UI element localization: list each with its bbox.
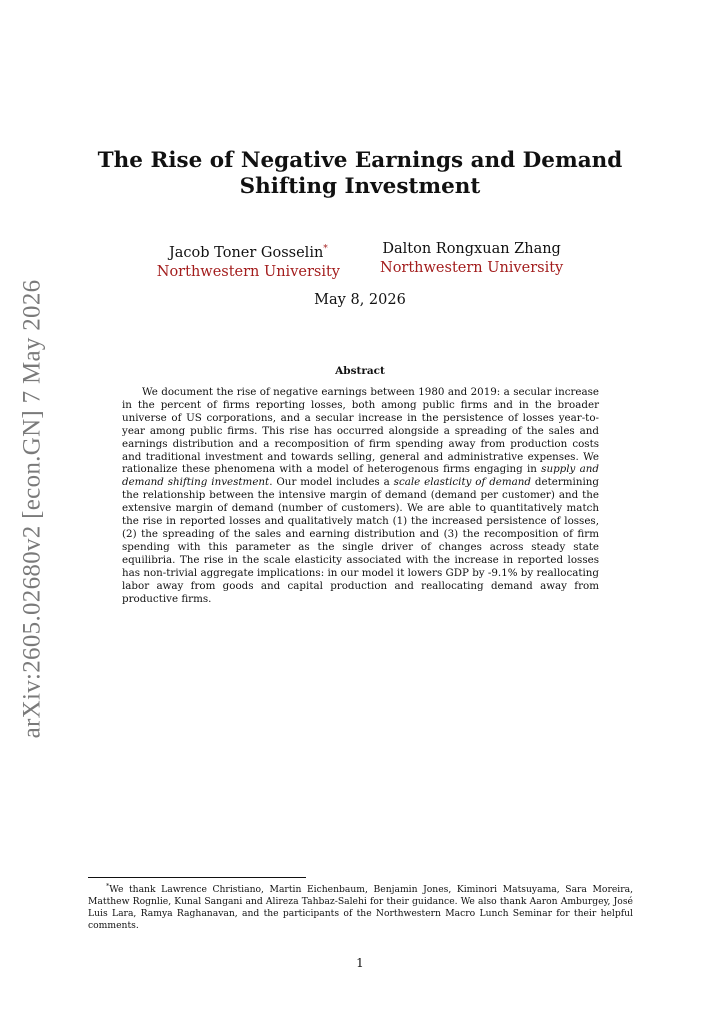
footnote-text: We thank Lawrence Christiano, Martin Eichenbaum, Benjamin Jones, Kiminori Matsuyama, Sara Moreira, Matthew Rognlie, Kunal Sangani and Alireza Tahbaz-Salehi for their guidance. We also thank Aaron Amburgey, José Luis Lara, Ramya Raghanavan, and the participants of the Northwestern Macro Lunch Seminar for their helpful comments.	[88, 884, 633, 931]
author-block	[120, 240, 600, 282]
abstract-emphasis-2: scale elasticity of demand	[393, 476, 532, 489]
author-2-name: Dalton Rongxuan Zhang	[382, 241, 561, 257]
author-1-footnote-marker[interactable]: *	[323, 244, 328, 254]
abstract-text-2: . Our model includes a	[269, 476, 394, 489]
author-2-affiliation[interactable]: Northwestern University	[380, 260, 564, 276]
author-1-affiliation[interactable]: Northwestern University	[156, 263, 340, 280]
arxiv-stamp	[10, 279, 54, 739]
abstract-text-3: determining the relationship between the intensive margin of demand (demand per customer) and the extensive margin of demand (number of customers). We are able to quantitatively match the rise in reported losses and qualitatively match (1) the increased persistence of losses, (2) the spreading of the sales and earning distribution and (3) the recomposition of firm spending with this parameter as the single driver of changes across steady state equilibria. The rise in the scale elasticity associated with the increase in reported losses has non-trivial aggregate implications: in our model it lowers GDP by -9.1% by reallocating labor away from goods and capital production and reallocating demand away from productive firms.	[122, 476, 599, 605]
abstract-text-1: We document the rise of negative earnings between 1980 and 2019: a secular increase in the percent of firms reporting losses, both among public firms and in the broader universe of US corporations, and a secular increase in the persistence of losses year-to-year among public firms. This rise has occurred alongside a spreading of the sales and earnings distribution and a recomposition of firm spending away from production costs and traditional investment and towards selling, general and administrative expenses. We rationalize these phenomena with a model of heterogenous firms engaging in	[122, 386, 599, 476]
page-number: 1	[356, 956, 364, 970]
footnote-divider	[88, 877, 306, 878]
author-1-name: Jacob Toner Gosselin	[168, 244, 324, 261]
author-2	[380, 240, 563, 282]
footnote-marker: *	[106, 882, 110, 890]
footnote	[88, 881, 633, 932]
paper-date: May 8, 2026	[314, 292, 406, 308]
abstract-heading: Abstract	[335, 365, 385, 377]
abstract-emphasis-1: supply and demand shifting investment	[122, 463, 599, 489]
arxiv-identifier: arXiv:2605.02680v2 [econ.GN] 7 May 2026	[18, 279, 45, 739]
paper-title: The Rise of Negative Earnings and Demand Shifting Investment	[97, 148, 623, 199]
author-1	[157, 240, 340, 282]
abstract-body	[122, 386, 599, 605]
